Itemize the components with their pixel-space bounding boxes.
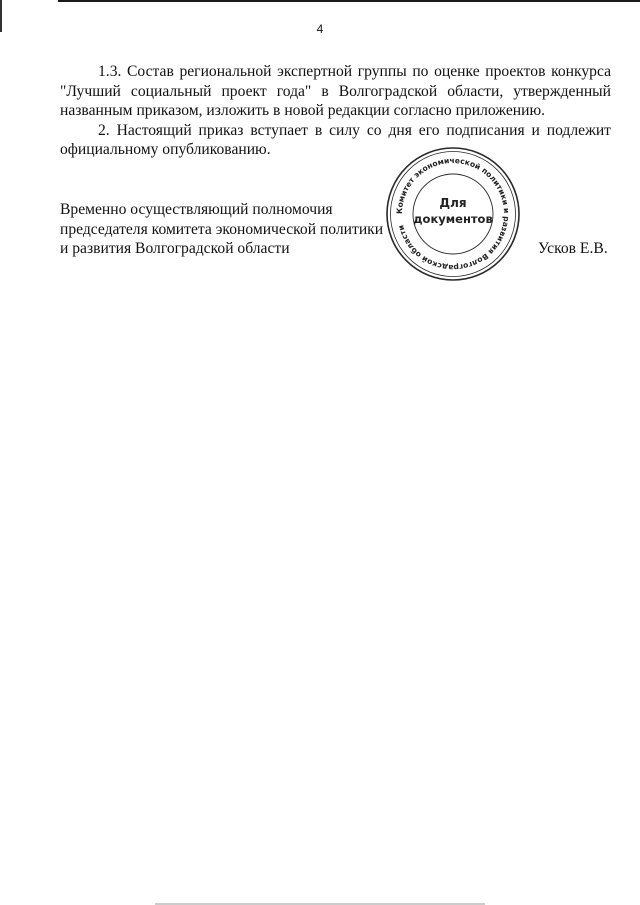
official-seal	[383, 144, 523, 284]
paragraph-2: 2. Настоящий приказ вступает в силу со дня его подписания и подлежит официальному опубликованию.	[60, 121, 611, 158]
signatory-title	[60, 200, 383, 259]
seal-ring-text: Комитет экономической политики и развития Волгоградской области	[394, 155, 512, 273]
signatory-title-line: и развития Волгоградской области	[60, 240, 290, 257]
seal-center-text-line2: документов	[413, 212, 493, 226]
signatory-title-line: председателя комитета экономической политики	[60, 220, 384, 238]
paragraph-1-3: 1.3. Состав региональной экспертной группы по оценке проектов конкурса "Лучший социальный проект года" в Волгоградской области, утвержденный названным приказом, изложить в новой редакции согласно приложению.	[60, 63, 611, 119]
page-number: 4	[316, 22, 324, 36]
document-body	[60, 62, 611, 160]
page-top-border	[58, 0, 640, 2]
seal-center-text-line1: Для	[439, 196, 467, 210]
signatory-title-line: Временно осуществляющий полномочия	[60, 201, 333, 218]
signatory-name: Усков Е.В.	[538, 240, 608, 257]
